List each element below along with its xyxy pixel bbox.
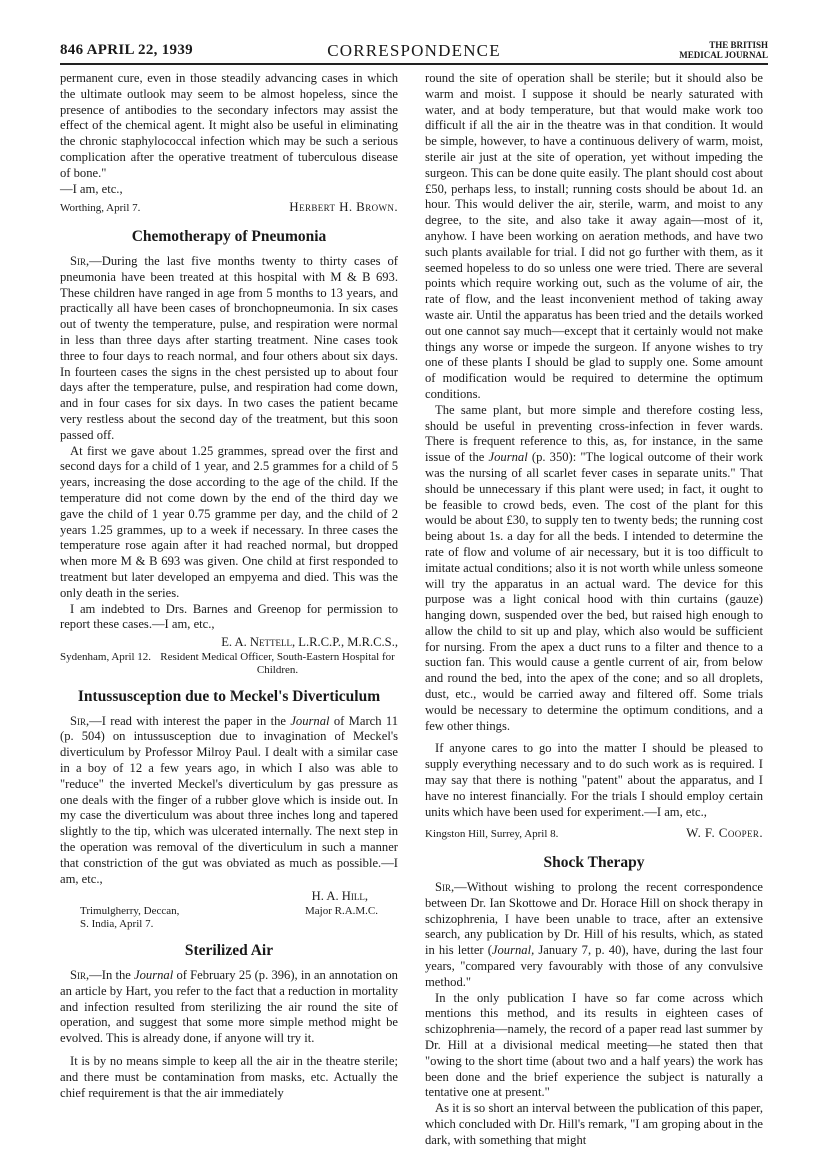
page-number-date: 846 APRIL 22, 1939 xyxy=(60,42,193,58)
journal-italic: Journal xyxy=(134,968,174,983)
journal-name-line2: MEDICAL JOURNAL xyxy=(679,50,768,60)
journal-italic: Journal, xyxy=(491,943,535,958)
sterilized-cont-text-b: (p. 350): "The logical outcome of their work was the nursing of all scarlet fever cases in separate units." That should be unnecessary if this plant were used; in fact, it ought to be feasible to crowd beds, even. The cost of the plant for this would be about £30, to supply ten to twenty beds; the running cost being about 1s. a day for all the beds. I intended to determine the rate of flow and volume of air necessary, but it is too difficult to imitate actual conditions; also it is not worth while unless someone will try the apparatus in an actual ward. The device for this purpose was a light conical hood with thin curtains (gauze) hanging down, suspended over the bed, but raised high enough to allow the child to sit up and play, which also would be sufficient for nursing. From the apex a duct runs to a filter and thence to a suction fan. This would cause a gentle current of air, from below and round the bed, into the apex of the cone; and so all droplets, dust, etc., would be carried away and filtered off. Some trials would be necessary to determine the optimum conditions, and a few other things. xyxy=(425,450,763,733)
continued-place: Worthing, April 7. xyxy=(60,202,141,215)
sterilized-air-heading: Sterilized Air xyxy=(184,942,274,960)
continued-close: —I am, etc., xyxy=(60,181,123,196)
header-rule xyxy=(60,63,768,65)
sterilized-signature: W. F. Cooper. xyxy=(686,825,763,841)
shock-para-3: As it is so short an interval between the publication of this paper, which concluded with Dr. Hill's remark, "I am groping about in the dark, with something that might xyxy=(425,1101,763,1147)
meckel-place-line2: S. India, April 7. xyxy=(80,918,154,931)
sterilized-para-1 xyxy=(60,968,398,1047)
pneumonia-role: Resident Medical Officer, South-Eastern Hospital for Children. xyxy=(160,650,395,676)
page-header xyxy=(60,40,768,62)
pneumonia-para-3: I am indebted to Drs. Barnes and Greenop for permission to report these cases.—I am, etc., xyxy=(60,601,398,632)
journal-name xyxy=(679,40,768,60)
meckel-place-line1: Trimulgherry, Deccan, xyxy=(80,905,180,918)
shock-para-2: In the only publication I have so far come across which mentions this method, and its results in eighteen cases of schizophrenia—namely, the record of a paper read last summer by Dr. Hill at a divisional medical meeting—he stated then that "owing to the short time (about two and a half years) the work has been done and the brief experience the subject is naturally a tentative one at present." xyxy=(425,990,763,1100)
pneumonia-para-1-text: —During the last five months twenty to thirty cases of pneumonia have been treated at this hospital with M & B 693. These children have ranged in age from 5 months to 13 years, and practically all have been cases of bronchopneumonia. In six cases out of twenty the temperature, pulse, and respiration were normal in less than three days after starting treatment. Nine cases took three to four days to reach normal, and four others about six days. In fourteen cases the signs in the chest persisted up to about four days after the temperature, pulse, and respiration had come down, and in four cases for six days. In two cases the patient became very restless about the second day of the treatment, but this soon passed off. xyxy=(60,253,398,442)
section-title: CORRESPONDENCE xyxy=(327,41,501,60)
meckel-para-1 xyxy=(60,714,398,888)
journal-italic: Journal xyxy=(290,713,330,728)
continued-paragraph: permanent cure, even in those steadily advancing cases in which the ultimate outlook may seem to be almost hopeless, since the presence of antibodies to the secondary infectors may assist the effect of the chemical agent. It might also be useful in eliminating the chronic staphylococcal infection which may be such a serious complication after the operative treatment of tuberculous disease of bone." xyxy=(60,71,398,180)
pneumonia-affiliation xyxy=(60,651,398,677)
journal-italic: Journal xyxy=(488,450,528,465)
left-column xyxy=(60,71,398,1101)
salutation: Sir, xyxy=(70,253,90,268)
sterilized-cont-para-1: round the site of operation shall be sterile; but it should also be warm and moist. I suppose it should be nearly saturated with water, and at body temperature, but that would make work too difficult if all the air in the theatre was in that condition. It would be simple, however, to have a continuous delivery of warm, moist, sterile air just at the site of operation, yet without impeding the surgeon. This can be done quite easily. The plant should cost about £50, perhaps less, to install; running costs should be about 1d. an hour. This would deliver the air, sterile, warm, and moist to any degree, to the site, and also take it away again—most of it, anyhow. I have been working on aeration methods, and have two such plants available for trial. I did not go further with them, as it seemed hopeless to do so unless one were tried. There are several points which require working out, such as the volume of air, the rate of flow, and the least inconvenient method of taking away waste air. Until the apparatus has been tried and the details worked out one cannot say much—except that it certainly would not make things any worse or impede the surgeon. If anyone wishes to try one of these plants I should be glad to supply one. Some amount of modification would be required to determine the optimum conditions. xyxy=(425,71,763,401)
continued-signature: Herbert H. Brown. xyxy=(289,199,398,215)
shock-text-b: January 7, p. 40), have, during the last four years, "compared very favourably with those of any convulsive method." xyxy=(425,943,763,989)
sterilized-cont-text-a: The same plant, but more simple and therefore costing less, should be useful in preventing cross-infection in fever wards. There is frequent reference to this, as, for instance, in the same issue of the xyxy=(425,402,763,465)
salutation: Sir, xyxy=(435,880,455,895)
meckel-text-a: —I read with interest the paper in the xyxy=(89,713,291,728)
shock-therapy-heading: Shock Therapy xyxy=(543,854,645,872)
sterilized-signature-row xyxy=(425,825,763,843)
sterilized-cont-para-3: If anyone cares to go into the matter I should be pleased to supply everything necessary and to do such work as is required. I may say that there is nothing "patent" about the apparatus, and I have no interest financially. For the trials I should employ certain units which have been used for experiment.—I am, etc., xyxy=(425,741,763,819)
sterilized-place: Kingston Hill, Surrey, April 8. xyxy=(425,828,559,841)
continued-signature-row xyxy=(60,199,398,217)
pneumonia-para-1 xyxy=(60,254,398,444)
shock-para-1 xyxy=(425,880,763,991)
meckel-heading: Intussusception due to Meckel's Diverticulum xyxy=(77,687,381,705)
meckel-place xyxy=(80,905,179,931)
meckel-signature: H. A. Hill, xyxy=(311,889,368,904)
salutation: Sir, xyxy=(70,713,90,728)
salutation: Sir, xyxy=(70,968,90,983)
pneumonia-signature: E. A. Nettell, L.R.C.P., M.R.C.S., xyxy=(221,635,398,650)
sterilized-text-a: —In the xyxy=(89,968,135,983)
sterilized-cont-para-2 xyxy=(425,403,763,735)
meckel-affiliation xyxy=(60,905,398,931)
pneumonia-place: Sydenham, April 12. xyxy=(60,650,152,663)
journal-name-line1: THE BRITISH xyxy=(709,40,768,50)
shock-text-a: —Without wishing to prolong the recent correspondence between Dr. Ian Skottowe and Dr. Horace Hill on shock therapy in schizophrenia, I have been unable to trace, after an extensive search, any publication by Dr. Hill of his results, which, as stated in his letter ( xyxy=(425,880,763,958)
sterilized-para-2: It is by no means simple to keep all the air in the theatre sterile; and there must be contamination from masks, etc. Actually the chief requirement is that the air immediately xyxy=(60,1054,398,1100)
right-column xyxy=(425,71,763,1149)
meckel-text-b: of March 11 (p. 504) on intussusception due to invagination of Meckel's diverticulum by Professor Milroy Paul. I dealt with a similar case in a boy of 12 a few years ago, in which I also was able to "reduce" the inverted Meckel's diverticulum by gas pressure as one deals with the finger of a rubber glove which is inside out. In my case the diverticulum was about three inches long and tapered slightly to the tip, which was ulcerated internally. The next step in the operation was removal of the diverticulum in such a manner that constriction of the gut was obviated as much as possible.—I am, etc., xyxy=(60,713,398,886)
meckel-rank: Major R.A.M.C. xyxy=(304,905,378,918)
pneumonia-para-2: At first we gave about 1.25 grammes, spread over the first and second days for a child of 1 year, and 2.5 grammes for a child of 5 years, increasing the dose according to the age of the child. If the temperature did not come down by the end of the third day we gave the child of 1 year 0.75 gramme per day, and the child of 2 years 1.25 grammes, up to a week if necessary. In three cases the temperature rose again after it had reached normal, but dropped when more M & B 693 was given. One child at first responded to treatment but later developed an empyema and died. This was the only death in the series. xyxy=(60,443,398,600)
pneumonia-heading: Chemotherapy of Pneumonia xyxy=(131,228,327,246)
sterilized-text-b: of February 25 (p. 396), in an annotation on an article by Hart, you refer to the fact that a reduction in mortality and infection resulted from sterilizing the air round the site of operation, and suggest that some more simple method might be evolved. This is already done, if anyone will try it. xyxy=(60,968,398,1046)
